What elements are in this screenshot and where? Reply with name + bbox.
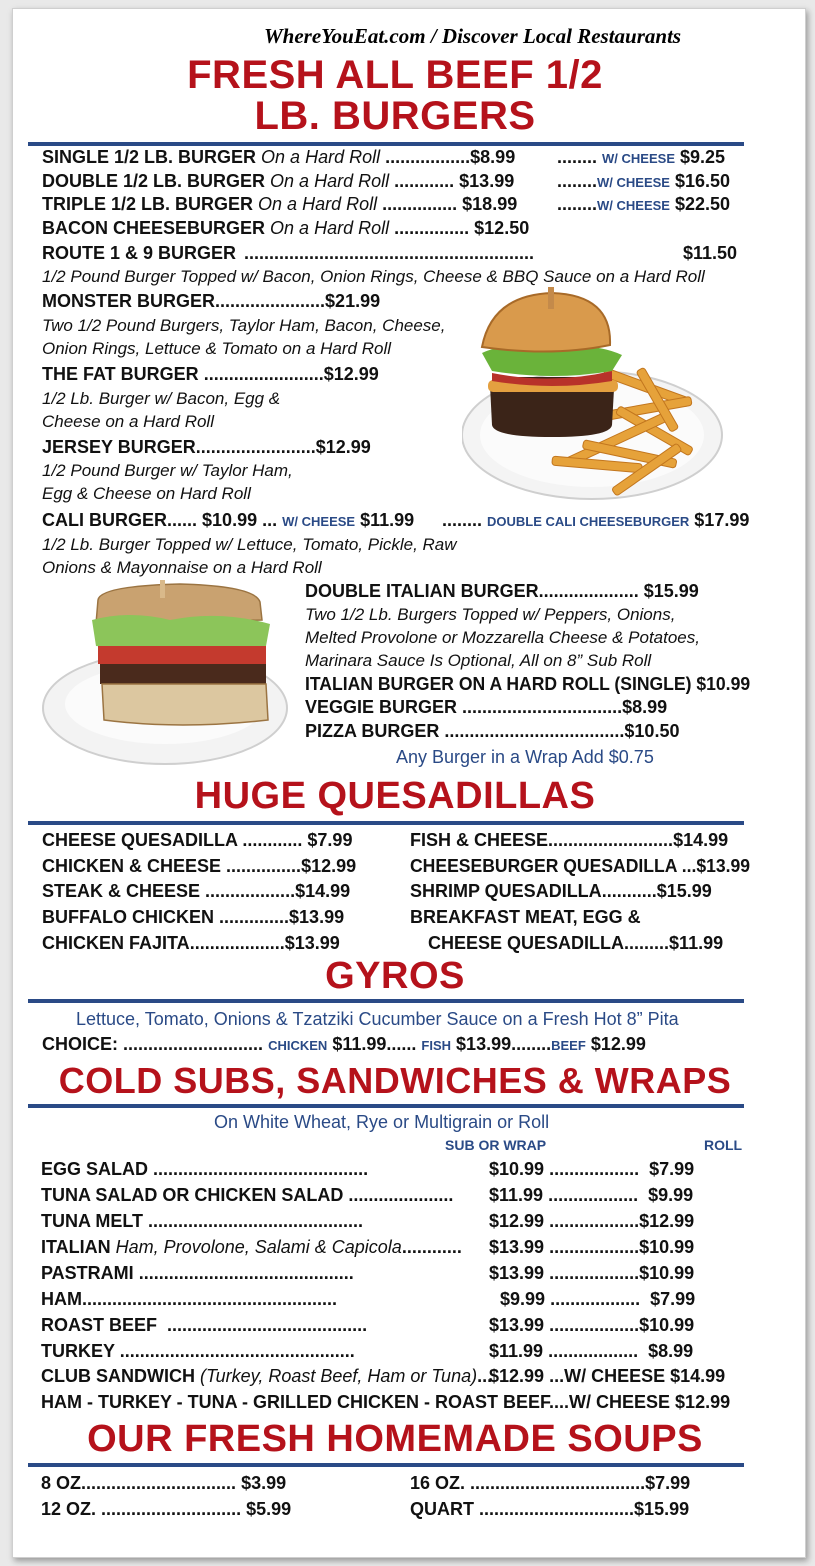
menu-item-italian-hard-roll: ITALIAN BURGER ON A HARD ROLL (SINGLE) $10.99 xyxy=(305,674,751,694)
menu-item-route-desc: 1/2 Pound Burger Topped w/ Bacon, Onion Rings, Cheese & BBQ Sauce on a Hard Roll xyxy=(42,267,705,286)
quesadilla-item: BUFFALO CHICKEN ..............$13.99 xyxy=(42,907,345,927)
sub-item: TUNA SALAD OR CHICKEN SALAD ..................... xyxy=(41,1185,454,1205)
quesadilla-breakfast-line2: CHEESE QUESADILLA.........$11.99 xyxy=(428,933,724,953)
menu-item-route-price: $11.50 xyxy=(683,243,738,263)
menu-item-route-burger: ROUTE 1 & 9 BURGER xyxy=(42,243,237,263)
menu-item-jersey-burger: JERSEY BURGER........................$12.99 xyxy=(42,437,371,457)
menu-item-italian-desc-3: Marinara Sauce Is Optional, All on 8” Sub Roll xyxy=(305,651,652,670)
sub-item: TURKEY ............................................... xyxy=(41,1341,355,1361)
soup-item: QUART ...............................$15.99 xyxy=(410,1499,690,1519)
menu-item-double-italian: DOUBLE ITALIAN BURGER.................... $15.99 xyxy=(305,581,699,601)
menu-item-double-cali: ........ DOUBLE CALI CHEESEBURGER $17.99 xyxy=(442,510,750,530)
gyros-title: GYROS xyxy=(325,955,465,997)
sub-item: PASTRAMI ........................................... xyxy=(41,1263,354,1283)
sub-item-club-prices: $12.99 ...W/ CHEESE $14.99 xyxy=(489,1366,726,1386)
burgers-divider xyxy=(28,142,744,146)
menu-item-double-cheese: ........W/ CHEESE $16.50 xyxy=(557,171,731,191)
soups-divider xyxy=(28,1463,744,1467)
subs-divider xyxy=(28,1104,744,1108)
soup-item: 16 OZ. ...................................$7.99 xyxy=(410,1473,691,1493)
sub-item: ROAST BEEF ........................................ xyxy=(41,1315,368,1335)
sandwich-photo xyxy=(40,580,295,770)
subs-col-sub-header: SUB OR WRAP xyxy=(445,1137,547,1153)
gyros-choice: CHOICE: ............................ CHICKEN $11.99...... FISH $13.99........BEEF $12.99 xyxy=(42,1034,646,1054)
sub-item-prices: $13.99 ..................$10.99 xyxy=(489,1315,695,1335)
quesadilla-breakfast-line1: BREAKFAST MEAT, EGG & xyxy=(410,907,641,927)
quesadilla-item: FISH & CHEESE.........................$14.99 xyxy=(410,830,729,850)
sub-item: ITALIAN Ham, Provolone, Salami & Capicola............ xyxy=(41,1237,462,1257)
menu-item-italian-desc-2: Melted Provolone or Mozzarella Cheese & Potatoes, xyxy=(305,628,700,647)
menu-item-triple-burger: TRIPLE 1/2 LB. BURGER On a Hard Roll ............... $18.99 xyxy=(42,194,518,214)
quesadilla-item: STEAK & CHEESE ..................$14.99 xyxy=(42,881,351,901)
burgers-title-line1: FRESH ALL BEEF 1/2 xyxy=(187,53,603,97)
menu-item-jersey-desc-2: Egg & Cheese on Hard Roll xyxy=(42,484,251,503)
gyros-divider xyxy=(28,999,744,1003)
quesadilla-item: CHEESE QUESADILLA ............ $7.99 xyxy=(42,830,353,850)
quesadilla-item: SHRIMP QUESADILLA...........$15.99 xyxy=(410,881,712,901)
subs-col-roll-header: ROLL xyxy=(704,1137,743,1153)
sub-item-combo: HAM - TURKEY - TUNA - GRILLED CHICKEN - ROAST BEEF....W/ CHEESE $12.99 xyxy=(41,1392,731,1412)
menu-item-cali-desc-2: Onions & Mayonnaise on a Hard Roll xyxy=(42,558,322,577)
menu-item-veggie-burger: VEGGIE BURGER ................................$8.99 xyxy=(305,697,668,717)
sub-item-prices: $11.99 .................. $9.99 xyxy=(489,1185,694,1205)
menu-item-single-cheese: ........ W/ CHEESE $9.25 xyxy=(557,147,726,167)
menu-item-fat-desc-2: Cheese on a Hard Roll xyxy=(42,412,214,431)
quesadillas-title: HUGE QUESADILLAS xyxy=(194,775,596,817)
menu-item-fat-burger: THE FAT BURGER ........................$12.99 xyxy=(42,364,379,384)
menu-item-italian-desc-1: Two 1/2 Lb. Burgers Topped w/ Peppers, Onions, xyxy=(305,605,676,624)
burger-fries-photo xyxy=(462,285,727,510)
sub-item-prices: $10.99 .................. $7.99 xyxy=(489,1159,695,1179)
menu-item-cali-burger: CALI BURGER...... $10.99 ... W/ CHEESE $11.99 xyxy=(42,510,415,530)
sub-item: TUNA MELT ........................................... xyxy=(41,1211,364,1231)
sub-item: EGG SALAD ........................................... xyxy=(41,1159,369,1179)
quesadilla-item: CHICKEN FAJITA...................$13.99 xyxy=(42,933,340,953)
wrap-note: Any Burger in a Wrap Add $0.75 xyxy=(396,747,654,767)
burgers-title-line2: LB. BURGERS xyxy=(254,94,536,138)
sub-item-prices: $12.99 ..................$12.99 xyxy=(489,1211,695,1231)
quesadilla-item: CHEESEBURGER QUESADILLA ...$13.99 xyxy=(410,856,751,876)
menu-item-bacon-cheeseburger: BACON CHEESEBURGER On a Hard Roll ............... $12.50 xyxy=(42,218,530,238)
subs-bread-note: On White Wheat, Rye or Multigrain or Roll xyxy=(214,1112,550,1132)
subs-title: COLD SUBS, SANDWICHES & WRAPS xyxy=(58,1060,732,1101)
menu-item-single-burger: SINGLE 1/2 LB. BURGER On a Hard Roll .................$8.99 xyxy=(42,147,516,167)
menu-item-triple-cheese: ........W/ CHEESE $22.50 xyxy=(557,194,731,214)
menu-item-pizza-burger: PIZZA BURGER ....................................$10.50 xyxy=(305,721,680,741)
menu-item-fat-desc-1: 1/2 Lb. Burger w/ Bacon, Egg & xyxy=(42,389,281,408)
sub-item-prices: $13.99 ..................$10.99 xyxy=(489,1237,695,1257)
quesadillas-divider xyxy=(28,821,744,825)
menu-item-monster-desc-1: Two 1/2 Pound Burgers, Taylor Ham, Bacon, Cheese, xyxy=(42,316,446,335)
menu-item-cali-desc-1: 1/2 Lb. Burger Topped w/ Lettuce, Tomato, Pickle, Raw xyxy=(42,535,457,554)
sub-item: HAM................................................... xyxy=(41,1289,338,1309)
sub-item-prices: $11.99 .................. $8.99 xyxy=(489,1341,694,1361)
sub-item-club: CLUB SANDWICH (Turkey, Roast Beef, Ham or Tuna)... xyxy=(41,1366,493,1386)
soup-item: 12 OZ. ............................ $5.99 xyxy=(41,1499,292,1519)
menu-item-monster-burger: MONSTER BURGER......................$21.99 xyxy=(42,291,381,311)
soups-title: OUR FRESH HOMEMADE SOUPS xyxy=(87,1418,703,1460)
menu-item-jersey-desc-1: 1/2 Pound Burger w/ Taylor Ham, xyxy=(42,461,293,480)
site-watermark: WhereYouEat.com / Discover Local Restaurants xyxy=(264,24,682,48)
soup-item: 8 OZ............................... $3.99 xyxy=(41,1473,287,1493)
sub-item-prices: $9.99 .................. $7.99 xyxy=(500,1289,696,1309)
menu-item-double-burger: DOUBLE 1/2 LB. BURGER On a Hard Roll ............ $13.99 xyxy=(42,171,515,191)
menu-item-route-dots: .......................................................... xyxy=(244,243,535,263)
quesadilla-item: CHICKEN & CHEESE ...............$12.99 xyxy=(42,856,357,876)
menu-item-monster-desc-2: Onion Rings, Lettuce & Tomato on a Hard Roll xyxy=(42,339,392,358)
sub-item-prices: $13.99 ..................$10.99 xyxy=(489,1263,695,1283)
gyros-note: Lettuce, Tomato, Onions & Tzatziki Cucumber Sauce on a Fresh Hot 8” Pita xyxy=(76,1009,679,1029)
